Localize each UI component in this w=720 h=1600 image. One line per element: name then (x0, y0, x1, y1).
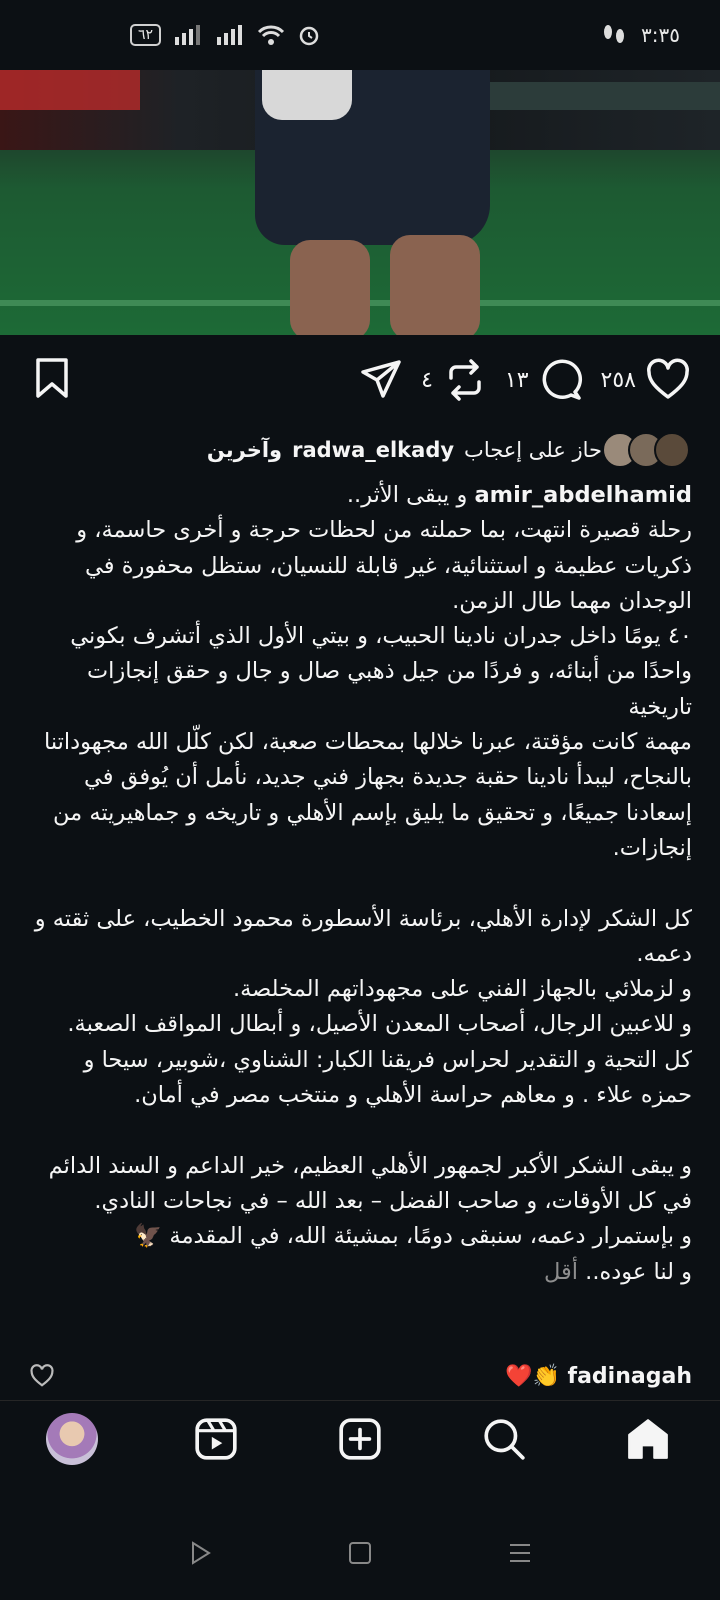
clock: ٣:٣٥ (641, 23, 680, 47)
home-icon (625, 1416, 671, 1462)
signal-icon (173, 25, 203, 45)
nav-search[interactable] (474, 1409, 534, 1469)
bookmark-icon (30, 356, 74, 400)
menu-system-button[interactable] (506, 1539, 534, 1571)
post-actions (0, 350, 720, 410)
home-system-button[interactable] (346, 1539, 374, 1571)
nav-create[interactable] (330, 1409, 390, 1469)
caption-author[interactable]: amir_abdelhamid (474, 482, 692, 508)
wifi-icon (257, 24, 285, 46)
send-icon (359, 358, 403, 402)
liked-by-suffix: وآخرين (206, 438, 283, 462)
play-triangle-icon (186, 1539, 214, 1567)
reels-icon (193, 1416, 239, 1462)
avatar (46, 1413, 98, 1465)
liked-by-user[interactable]: radwa_elkady (292, 438, 455, 462)
system-nav (0, 1510, 720, 1600)
plus-icon (337, 1416, 383, 1462)
reposts-count: ٤ (421, 367, 433, 393)
actions-right (359, 358, 690, 402)
status-bar (0, 0, 720, 70)
nav-reels[interactable] (186, 1409, 246, 1469)
comment-button[interactable] (539, 358, 583, 402)
comment-icon (539, 358, 583, 402)
post-image[interactable] (0, 70, 720, 335)
bottom-nav (0, 1400, 720, 1476)
liked-by-prefix: حاز على إعجاب (464, 438, 602, 462)
comment-text: 👏❤️ (505, 1363, 560, 1389)
liker-avatars (612, 432, 690, 468)
like-button[interactable] (646, 358, 690, 402)
comment-like-icon[interactable] (30, 1364, 54, 1388)
heart-icon (646, 358, 690, 402)
comment-user[interactable]: fadinagah (567, 1363, 692, 1389)
post-caption (30, 478, 692, 1290)
likes-count: ٢٥٨ (600, 367, 636, 393)
comment-preview (30, 1356, 692, 1396)
status-left (130, 23, 321, 47)
caption-text: و يبقى الأثر.. رحلة قصيرة انتهت، بما حملته من لحظات حرجة و أخرى حاسمة، و ذكريات عظيمة و استثنائية، غير قابلة للنسيان، ستظل محفورة في الوجدان مهما طال الزمن. ٤٠ يومًا داخل جدران نادينا الحبيب، و بيتي الأول الذي أتشرف بكوني واحدًا من أبنائه، و فردًا من جيل ذهبي صال و جال و حقق إنجازات تاريخية مهمة كانت مؤقتة، عبرنا خلالها بمحطات صعبة، لكن كلّل الله مجهوداتنا بالنجاح، ليبدأ نادينا حقبة جديدة بجهاز فني جديد، نأمل أن يُوفق في إسعادنا جميعًا، و تحقيق ما يليق بإسم الأهلي و تاريخه و جماهيريته من إنجازات. كل الشكر لإدارة الأهلي، برئاسة الأسطورة محمود الخطيب، على ثقته و دعمه. و لزملائي بالجهاز الفني على مجهوداتهم المخلصة. و للاعبين الرجال، أصحاب المعدن الأصيل، و أبطال المواقف الصعبة. كل التحية و التقدير لحراس فريقنا الكبار: الشناوي ،شوبير، سيحا و حمزه علاء . و معاهم حراسة الأهلي و منتخب مصر في أمان. و يبقى الشكر الأكبر لجمهور الأهلي العظيم، خير الداعم و السند الدائم في كل الأوقات، و صاحب الفضل – بعد الله – في نجاحات النادي. و بإستمرار دعمه، سنبقى دومًا، بمشيئة الله، في المقدمة 🦅 و لنا عوده.. (34, 482, 692, 1285)
comment-content (505, 1364, 692, 1389)
status-right (601, 23, 680, 47)
search-icon (481, 1416, 527, 1462)
battery-icon: ٦٢ (130, 24, 161, 46)
repost-icon (443, 358, 487, 402)
nav-profile[interactable] (42, 1409, 102, 1469)
liked-by-row[interactable] (207, 430, 690, 470)
menu-icon (506, 1539, 534, 1567)
nav-home[interactable] (618, 1409, 678, 1469)
recents-button[interactable] (186, 1539, 214, 1571)
save-button[interactable] (30, 356, 74, 404)
comments-count: ١٣ (504, 367, 529, 393)
square-icon (346, 1539, 374, 1567)
repost-button[interactable] (443, 358, 487, 402)
signal-icon-2 (215, 25, 245, 45)
less-button[interactable]: أقل (543, 1258, 579, 1285)
alarm-icon (297, 23, 321, 47)
share-button[interactable] (359, 358, 403, 402)
footsteps-icon (601, 23, 627, 47)
